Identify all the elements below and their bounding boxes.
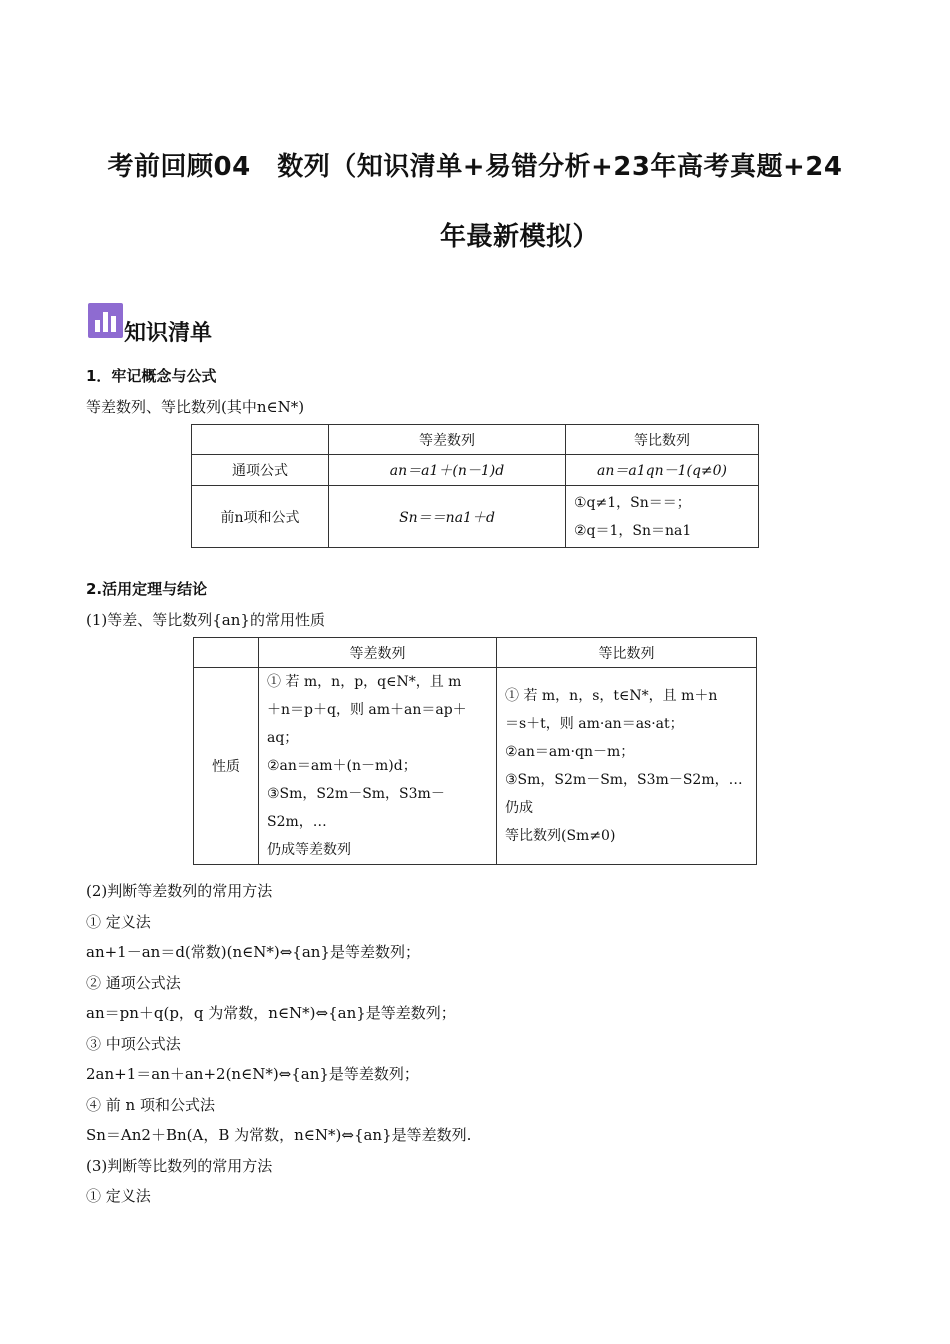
body-line: (3)判断等比数列的常用方法 (86, 1156, 273, 1175)
arith-property-line: ① 若 m，n，p，q∈N*，且 m (267, 674, 462, 690)
arith-sum-formula: Sn＝＝na1＋d (329, 486, 566, 548)
geo-property-line: ③Sm，S2m－Sm，S3m－S2m，…仍成 (505, 772, 743, 816)
property-table (193, 637, 757, 865)
doc-title-line1: 考前回顾04 数列（知识清单+易错分析+23年高考真题+24 (107, 152, 843, 182)
bar-chart-icon (88, 303, 123, 338)
col-arith: 等差数列 (329, 425, 566, 455)
geo-property-line: ＝s＋t，则 am·an＝as·at； (505, 716, 684, 732)
body-line: an＝pn＋q(p，q 为常数，n∈N*)⇔{an}是等差数列； (86, 1004, 456, 1022)
section-title: 知识清单 (124, 321, 213, 346)
body-line: an+1－an＝d(常数)(n∈N*)⇔{an}是等差数列； (86, 943, 420, 961)
body-line: ① 定义法 (86, 1187, 151, 1205)
arith-property-line: ＋n＝p＋q，则 am＋an＝ap＋ (267, 702, 467, 718)
part1-heading: 1．牢记概念与公式 (86, 367, 217, 385)
geo-property-line: ②an＝am·qn－m； (505, 744, 635, 760)
geo-sum-case1: ①q≠1，Sn＝＝； (574, 494, 691, 511)
geo-sum-formula (566, 486, 759, 548)
col-geo: 等比数列 (566, 425, 759, 455)
formula-table (191, 424, 759, 548)
arith-property-line: 仍成等差数列 (267, 842, 351, 858)
row-general-term: 通项公式 (192, 455, 329, 486)
body-line: ② 通项公式法 (86, 973, 181, 992)
arith-property-line: aq； (267, 730, 299, 746)
arith-general-term: an＝a1＋(n－1)d (329, 455, 566, 486)
geo-properties (497, 668, 757, 865)
part1-intro: 等差数列、等比数列(其中n∈N*) (86, 398, 305, 416)
geo-property-line: ① 若 m，n，s，t∈N*，且 m＋n (505, 688, 718, 704)
col-arith-2: 等差数列 (259, 638, 497, 668)
body-line: ① 定义法 (86, 912, 151, 931)
col-geo-2: 等比数列 (497, 638, 757, 668)
body-line: ③ 中项公式法 (86, 1034, 181, 1053)
row-sum-formula: 前n项和公式 (192, 486, 329, 548)
geo-general-term: an＝a1qn－1(q≠0) (566, 455, 759, 486)
body-line: (2)判断等差数列的常用方法 (86, 882, 273, 900)
body-line: Sn＝An2＋Bn(A，B 为常数，n∈N*)⇔{an}是等差数列. (86, 1126, 472, 1144)
arith-property-line: ③Sm，S2m－Sm，S3m－S2m，… (267, 786, 445, 830)
part2-sub1: (1)等差、等比数列{an}的常用性质 (86, 611, 325, 629)
geo-property-line: 等比数列(Sm≠0) (505, 828, 616, 844)
row-properties: 性质 (194, 668, 259, 865)
arith-property-line: ②an＝am＋(n－m)d； (267, 758, 417, 774)
body-line: 2an+1＝an＋an+2(n∈N*)⇔{an}是等差数列； (86, 1065, 419, 1083)
geo-sum-case2: ②q＝1，Sn＝na1 (574, 522, 692, 539)
part2-heading: 2.活用定理与结论 (86, 580, 208, 598)
arith-properties (259, 668, 497, 865)
doc-title-line2: 年最新模拟） (440, 222, 600, 252)
body-line: ④ 前 n 项和公式法 (86, 1095, 215, 1114)
